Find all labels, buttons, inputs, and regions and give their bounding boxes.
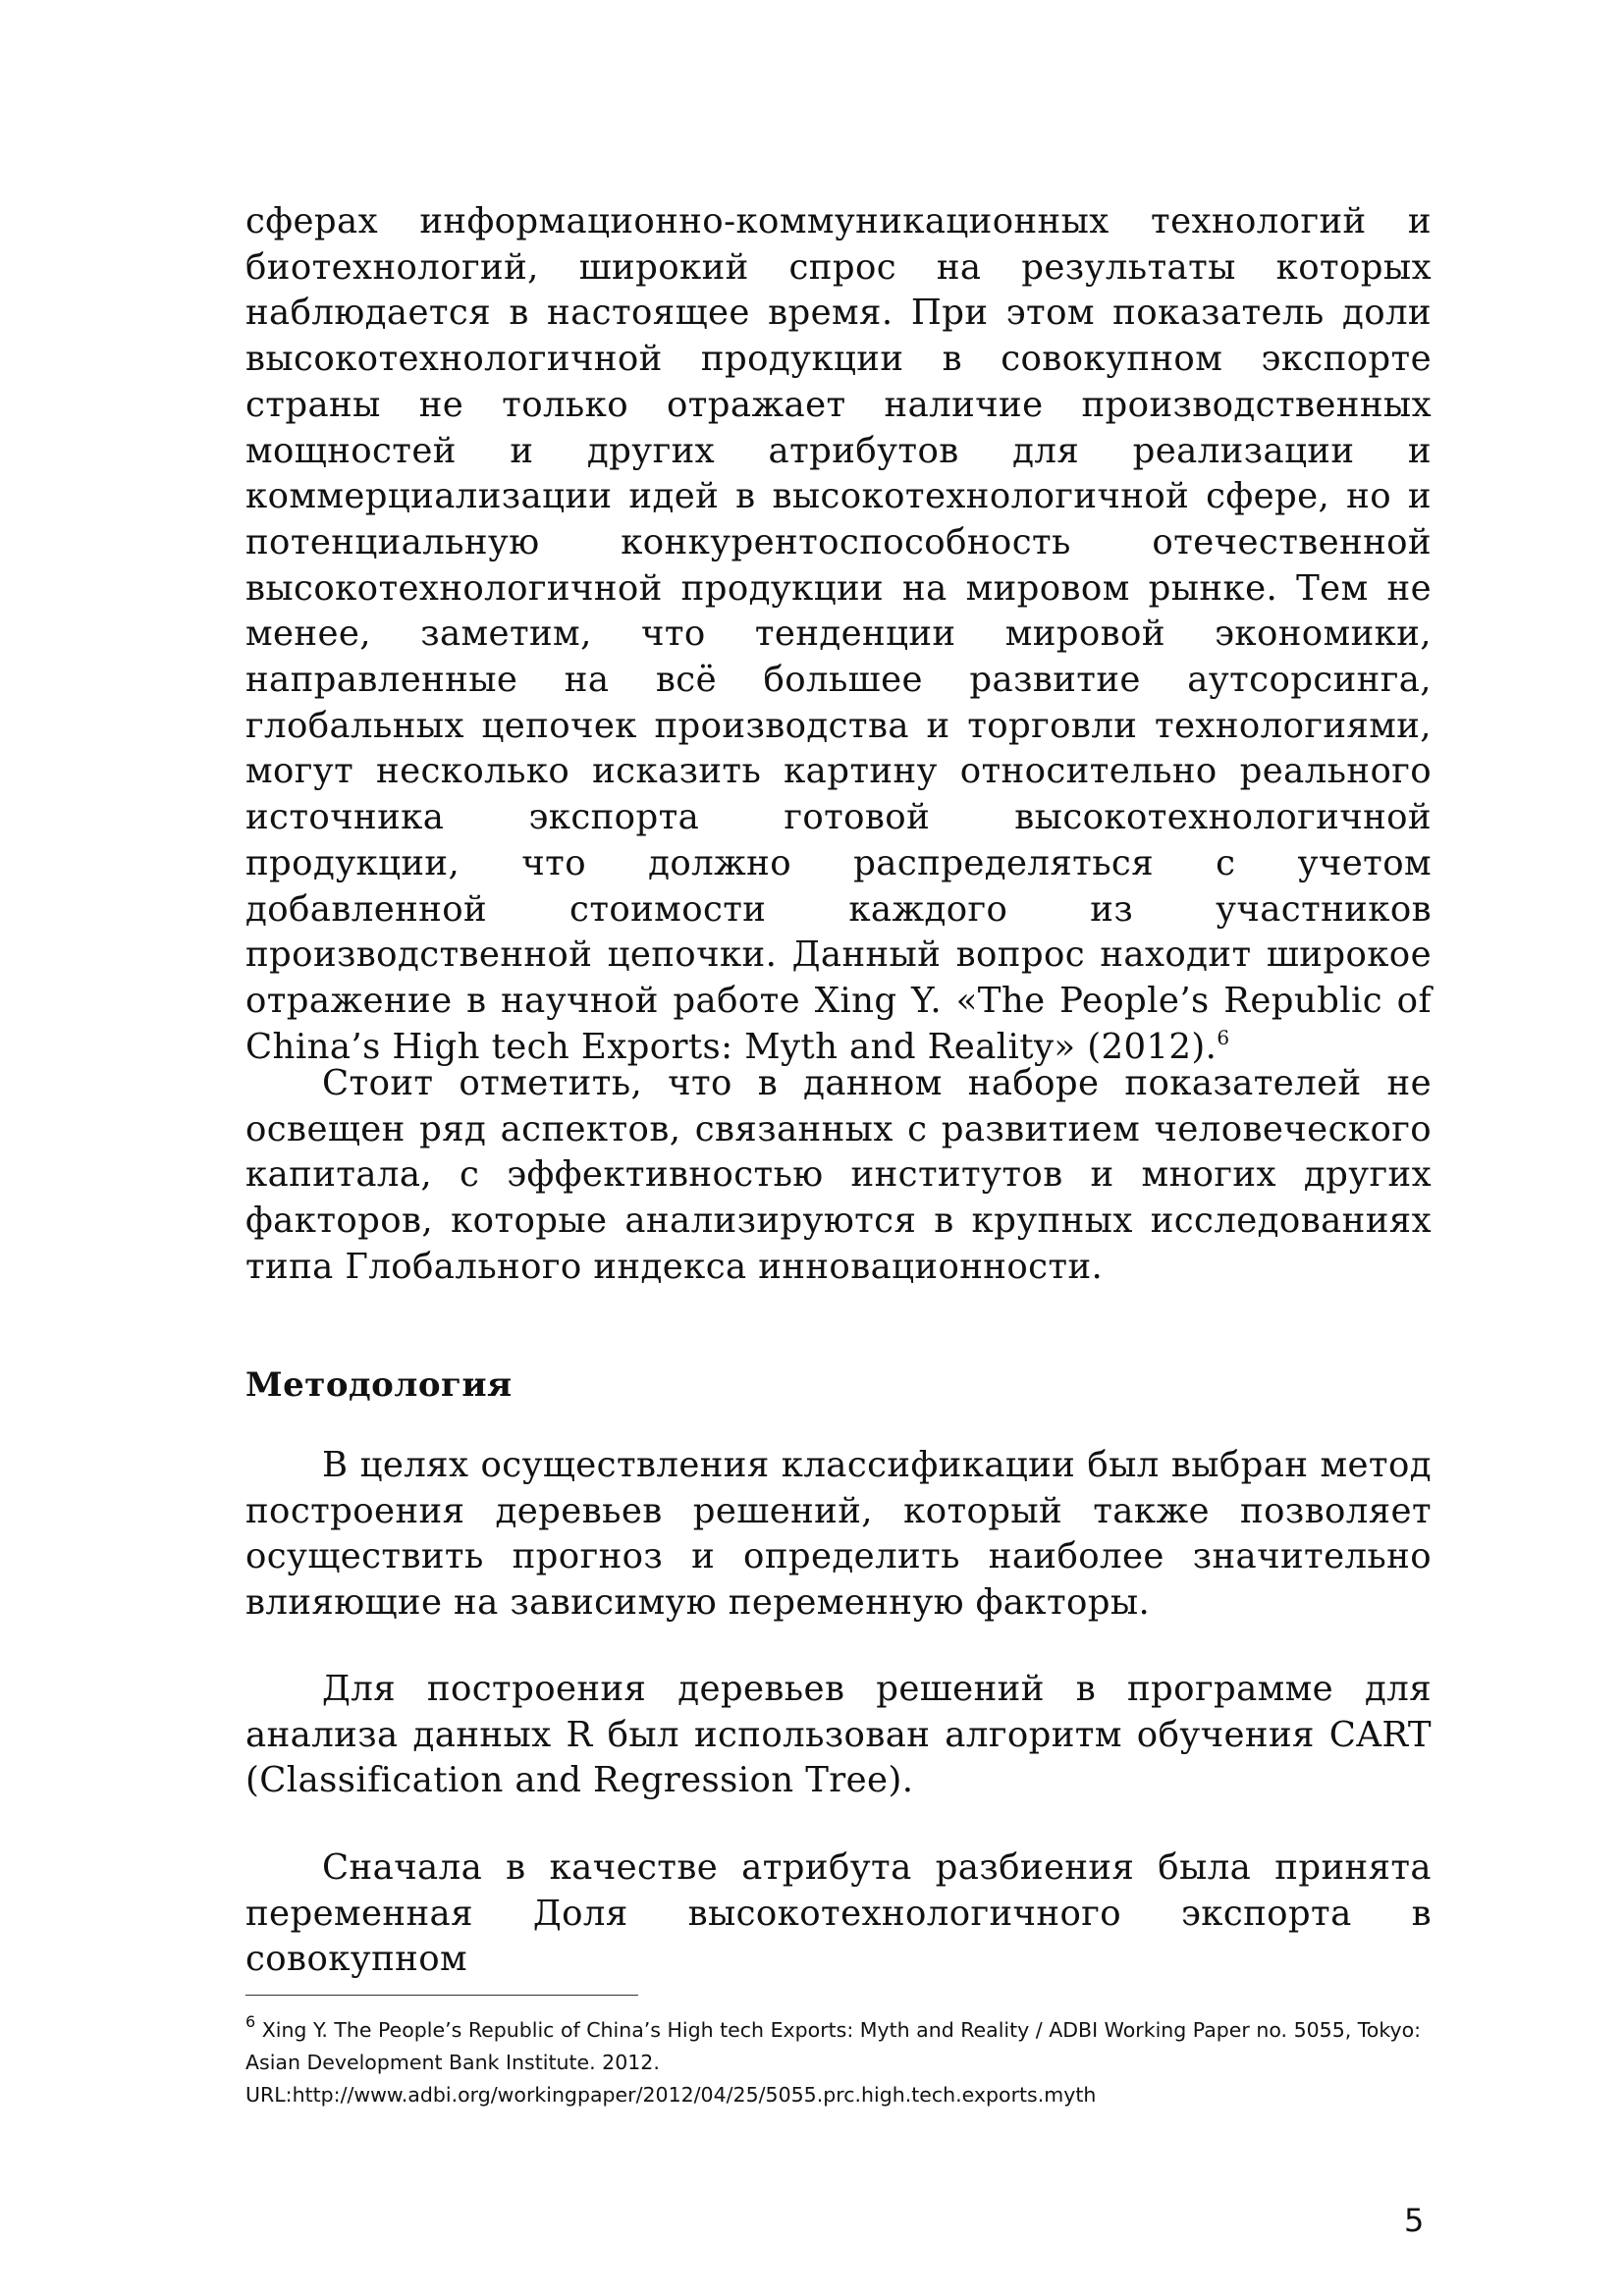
footnote-separator <box>245 1995 638 1996</box>
section-heading-methodology: Методология <box>245 1365 513 1405</box>
footnote-reference[interactable]: 6 <box>1217 1025 1230 1049</box>
footnote-number: 6 <box>245 2012 256 2031</box>
footnote <box>245 2014 1453 2111</box>
footnote-text: Xing Y. The People’s Republic of China’s High tech Exports: Myth and Reality / ADBI Working Paper no. 5055, Tokyo: Asian Development Bank Institute. 2012. URL:http://www.adbi.org/workingpaper/2012/04/25/5055.prc.high.tech.exports.myth <box>245 2018 1422 2107</box>
paragraph-decision-trees: В целях осуществления классификации был выбран метод построения деревьев решений, который также позволяет осуществить прогноз и определить наиболее значительно влияющие на зависимую переменную факторы. <box>245 1445 1432 1624</box>
paragraph-cart-algorithm: Для построения деревьев решений в программе для анализа данных R был использован алгоритм обучения CART (Classification and Regression Tree). <box>245 1669 1432 1801</box>
paragraph-high-tech-exports <box>245 199 1432 1070</box>
paragraph-split-attribute: Сначала в качестве атрибута разбиения была принята переменная Доля высокотехнологичного экспорта в совокупном <box>245 1847 1432 1980</box>
page-number: 5 <box>1404 2202 1425 2239</box>
paragraph-text: сферах информационно-коммуникационных технологий и биотехнологий, широкий спрос на результаты которых наблюдается в настоящее время. При этом показатель доли высокотехнологичной продукции в совокупном экспорте страны не только отражает наличие производственных мощностей и других атрибутов для реализации и коммерциализации идей в высокотехнологичной сфере, но и потенциальную конкурентоспособность отечественной высокотехнологичной продукции на мировом рынке. Тем не менее, заметим, что тенденции мировой экономики, направленные на всё большее развитие аутсорсинга, глобальных цепочек производства и торговли технологиями, могут несколько исказить картину относительно реального источника экспорта готовой высокотехнологичной продукции, что должно распределяться с учетом добавленной стоимости каждого из участников производственной цепочки. Данный вопрос находит широкое отражение в научной работе Xing Y. «The People’s Republic of China’s High tech Exports: Myth and Reality» (2012). <box>245 201 1432 1067</box>
paragraph-indicator-limitations: Стоит отметить, что в данном наборе показателей не освещен ряд аспектов, связанных с развитием человеческого капитала, с эффективностью институтов и многих других факторов, которые анализируются в крупных исследованиях типа Глобального индекса инновационности. <box>245 1063 1432 1287</box>
